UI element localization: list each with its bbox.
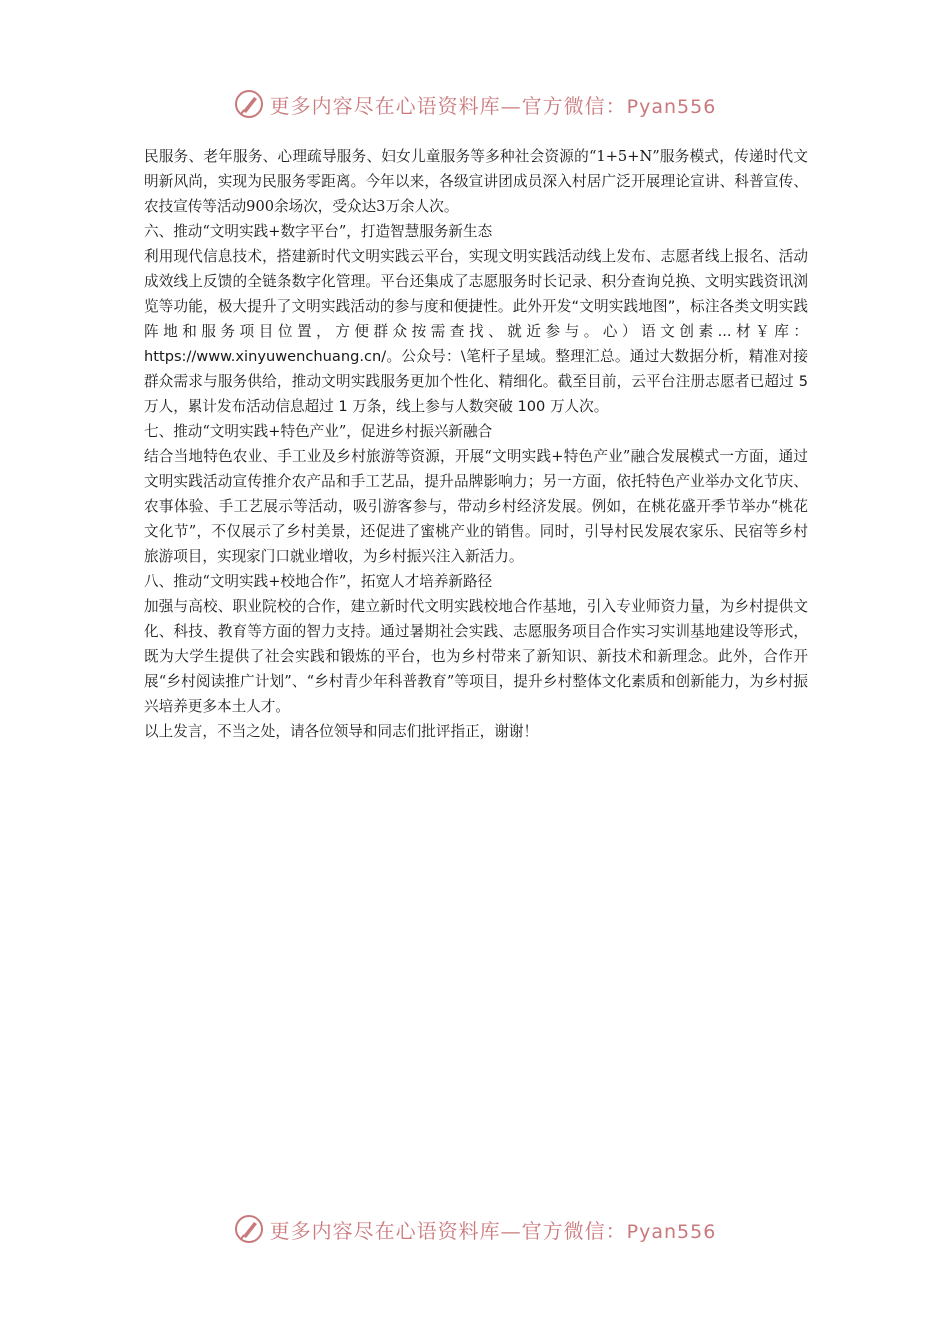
paragraph: 加强与高校、职业院校的合作，建立新时代文明实践校地合作基地，引入专业师资力量，为乡村提供文化、科技、教育等方面的智力支持。通过暑期社会实践、志愿服务项目合作实习实训基地建设等形式，既为大学生提供了社会实践和锻炼的平台，也为乡村带来了新知识、新技术和新理念。此外，合作开展“乡村阅读推广计划”、“乡村青少年科普教育”等项目，提升乡村整体文化素质和创新能力，为乡村振兴培养更多本土人才。 [144,598,808,715]
header-banner [0,84,950,124]
footer-banner-text: 更多内容尽在心语资料库—官方微信：Pyan556 [269,1218,717,1243]
section-heading: 八、推动“文明实践+校地合作”，拓宽人才培养新路径 [144,573,493,590]
closing-remark: 以上发言，不当之处，请各位领导和同志们批评指正，谢谢！ [144,723,539,740]
paragraph: 民服务、老年服务、心理疏导服务、妇女儿童服务等多种社会资源的“1+5+N”服务模式，传递时代文明新风尚，实现为民服务零距离。今年以来，各级宣讲团成员深入村居广泛开展理论宣讲、科普宣传、农技宣传等活动900余场次，受众达3万余人次。 [144,148,808,215]
quill-logo-icon [234,89,264,119]
header-banner-text: 更多内容尽在心语资料库—官方微信：Pyan556 [269,93,717,118]
footer-banner [0,1209,950,1249]
document-body [144,144,808,744]
quill-logo-icon [234,1214,264,1244]
paragraph: 结合当地特色农业、手工业及乡村旅游等资源，开展“文明实践+特色产业”融合发展模式一方面，通过文明实践活动宣传推介农产品和手工艺品，提升品牌影响力；另一方面，依托特色产业举办文化节庆、农事体验、手工艺展示等活动，吸引游客参与，带动乡村经济发展。例如，在桃花盛开季节举办“桃花文化节”，不仅展示了乡村美景，还促进了蜜桃产业的销售。同时，引导村民发展农家乐、民宿等乡村旅游项目，实现家门口就业增收，为乡村振兴注入新活力。 [144,448,808,565]
section-heading: 七、推动“文明实践+特色产业”，促进乡村振兴新融合 [144,423,493,440]
paragraph: 利用现代信息技术，搭建新时代文明实践云平台，实现文明实践活动线上发布、志愿者线上报名、活动成效线上反馈的全链条数字化管理。平台还集成了志愿服务时长记录、积分查询兑换、文明实践资讯浏览等功能，极大提升了文明实践活动的参与度和便捷性。此外开发“文明实践地图”，标注各类文明实践阵地和服务项目位置，方便群众按需查找、就近参与。心）语文创素...材￥库：https://www.xinyuwenchuang.cn/。公众号：\笔杆子星域。整理汇总。通过大数据分析，精准对接群众需求与服务供给，推动文明实践服务更加个性化、精细化。截至目前，云平台注册志愿者已超过 5 万人，累计发布活动信息超过 1 万条，线上参与人数突破 100 万人次。 [144,248,808,415]
section-heading: 六、推动“文明实践+数字平台”，打造智慧服务新生态 [144,223,493,240]
